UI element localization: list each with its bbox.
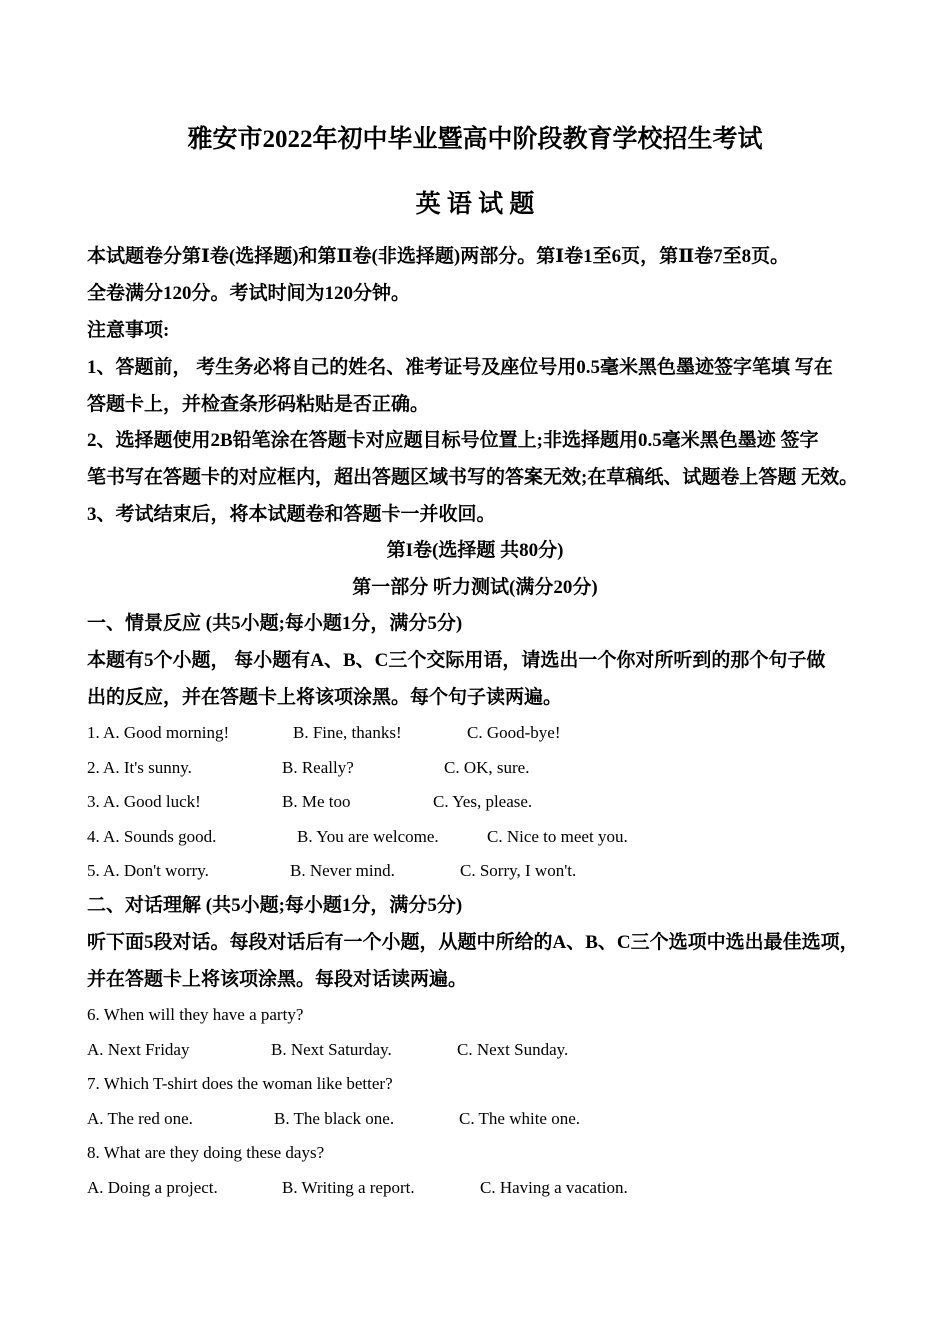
intro-line: 全卷满分120分。考试时间为120分钟。 (87, 283, 411, 304)
question-text: 6. When will they have a party? (87, 1005, 304, 1024)
option-b: B. You are welcome. (297, 827, 439, 846)
section-instructions: 并在答题卡上将该项涂黑。每段对话读两遍。 (87, 969, 468, 990)
option-c: C. Good-bye! (467, 723, 561, 742)
option-b: B. Writing a report. (282, 1178, 415, 1197)
notice-line: 3、考试结束后，将本试题卷和答题卡一并收回。 (87, 504, 496, 525)
exam-title: 雅安市2022年初中毕业暨高中阶段教育学校招生考试 (187, 126, 763, 153)
section-heading: 二、对话理解 (共5小题;每小题1分，满分5分) (87, 895, 463, 916)
option-a: A. Next Friday (87, 1040, 190, 1059)
option-a: A. Doing a project. (87, 1178, 218, 1197)
notice-line: 答题卡上，并检查条形码粘贴是否正确。 (87, 394, 430, 415)
option-c: C. The white one. (459, 1109, 581, 1128)
option-a: 5. A. Don't worry. (87, 861, 209, 880)
section-instructions: 听下面5段对话。每段对话后有一个小题，从题中所给的A、B、C三个选项中选出最佳选项， (87, 932, 859, 953)
option-c: C. Yes, please. (433, 792, 533, 811)
option-b: B. Next Saturday. (271, 1040, 392, 1059)
option-a: 1. A. Good morning! (87, 723, 230, 742)
option-c: C. Nice to meet you. (487, 827, 628, 846)
part-heading: 第一部分 听力测试(满分20分) (352, 577, 598, 598)
notice-line: 2、选择题使用2B铅笔涂在答题卡对应题目标号位置上;非选择题用0.5毫米黑色墨迹 签字 (87, 430, 819, 451)
option-c: C. Next Sunday. (457, 1040, 569, 1059)
option-c: C. Sorry, I won't. (460, 861, 577, 880)
option-b: B. The black one. (274, 1109, 395, 1128)
question-text: 7. Which T-shirt does the woman like better? (87, 1074, 393, 1093)
exam-subtitle: 英 语 试 题 (415, 191, 535, 218)
option-a: 2. A. It's sunny. (87, 758, 192, 777)
option-a: A. The red one. (87, 1109, 193, 1128)
section-instructions: 出的反应，并在答题卡上将该项涂黑。每个句子读两遍。 (87, 687, 563, 708)
option-c: C. OK, sure. (444, 758, 530, 777)
question-text: 8. What are they doing these days? (87, 1143, 325, 1162)
notice-line: 笔书写在答题卡的对应框内，超出答题区域书写的答案无效;在草稿纸、试题卷上答题 无效。 (87, 467, 859, 488)
notice-heading: 注意事项: (87, 320, 170, 341)
option-b: B. Me too (282, 792, 351, 811)
option-b: B. Fine, thanks! (293, 723, 402, 742)
option-b: B. Never mind. (290, 861, 395, 880)
volume-heading: 第I卷(选择题 共80分) (386, 540, 564, 561)
notice-line: 1、答题前， 考生务必将自己的姓名、准考证号及座位号用0.5毫米黑色墨迹签字笔填 写在 (87, 357, 833, 378)
option-c: C. Having a vacation. (480, 1178, 628, 1197)
section-heading: 一、情景反应 (共5小题;每小题1分，满分5分) (87, 613, 463, 634)
intro-line: 本试题卷分第Ⅰ卷(选择题)和第Ⅱ卷(非选择题)两部分。第Ⅰ卷1至6页，第Ⅱ卷7至8页。 (87, 246, 790, 267)
option-b: B. Really? (282, 758, 354, 777)
option-a: 3. A. Good luck! (87, 792, 201, 811)
option-a: 4. A. Sounds good. (87, 827, 217, 846)
section-instructions: 本题有5个小题， 每小题有A、B、C三个交际用语，请选出一个你对所听到的那个句子做 (87, 650, 826, 671)
